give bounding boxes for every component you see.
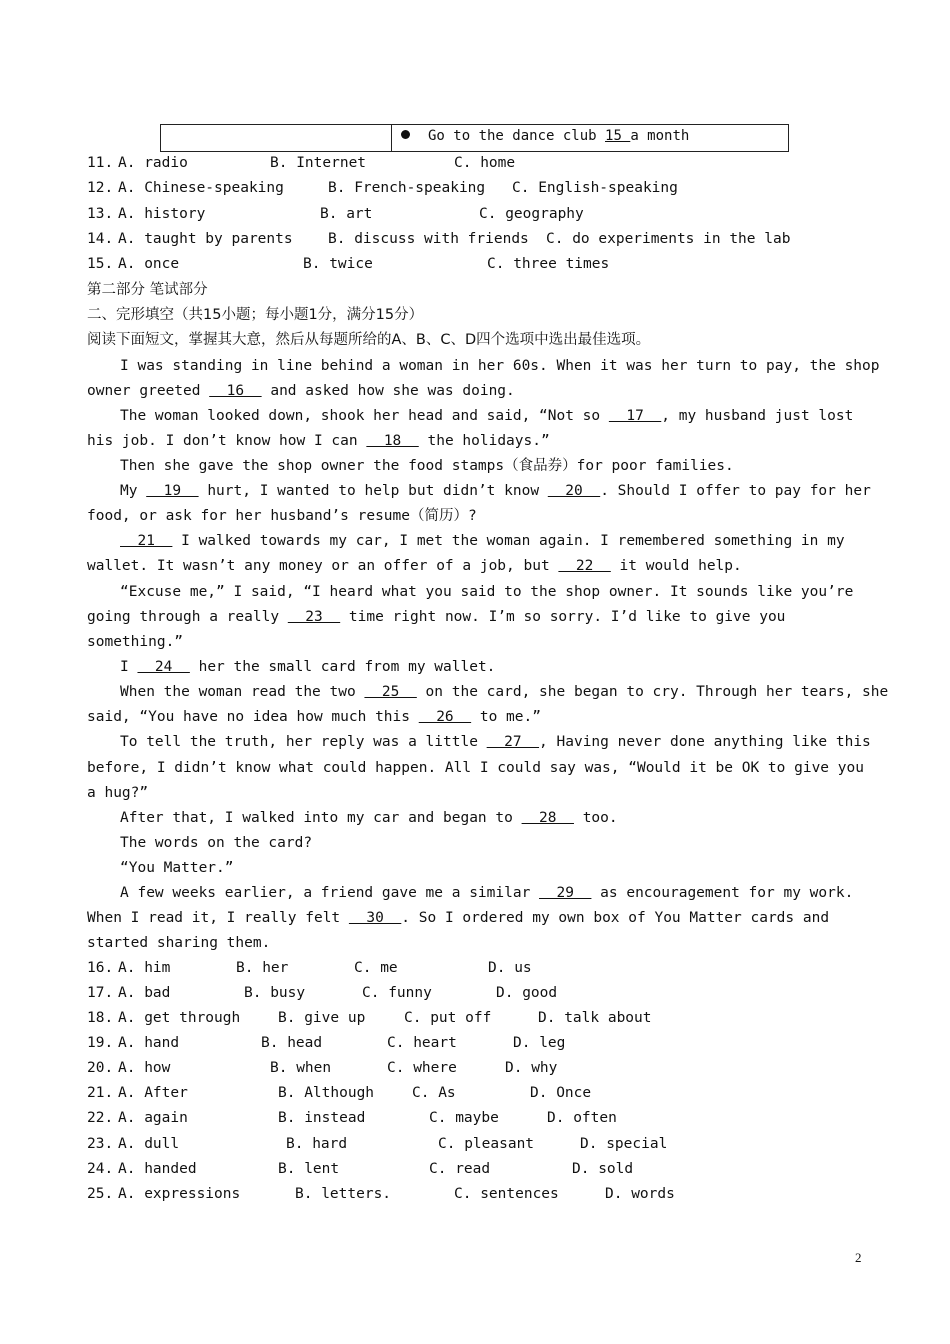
option-c: C. pleasant <box>438 1136 535 1152</box>
question-number: 21. <box>87 1085 114 1101</box>
option-c: C. English-speaking <box>512 180 678 196</box>
option-d: D. us <box>488 960 532 976</box>
option-b: B. twice <box>303 256 373 272</box>
answer-blank: 29 <box>539 885 592 901</box>
question-number: 24. <box>87 1161 114 1177</box>
option-c: C. home <box>454 155 516 171</box>
option-c: C. put off <box>404 1010 492 1026</box>
option-d: D. leg <box>513 1035 566 1051</box>
option-c: C. read <box>429 1161 491 1177</box>
option-c: C. funny <box>362 985 432 1001</box>
answer-blank: 18 <box>366 433 419 449</box>
answer-blank: 20 <box>547 483 601 499</box>
passage-line: When the woman read the two 25 on the card, she began to cry. Through her tears, she <box>120 684 889 700</box>
option-a: A. After <box>118 1085 188 1101</box>
option-b: B. art <box>320 206 373 222</box>
cloze-instruction: 阅读下面短文，掌握其大意，然后从每题所给的A、B、C、D四个选项中选出最佳选项。 <box>87 332 651 348</box>
question-number: 15. <box>87 256 114 272</box>
answer-blank: 19 <box>146 483 199 499</box>
option-b: B. Although <box>278 1085 375 1101</box>
bullet-icon <box>401 130 410 139</box>
table-cell: Go to the dance club 15 a month <box>401 128 689 144</box>
answer-blank: 17 <box>608 408 662 424</box>
passage-line: wallet. It wasn’t any money or an offer of a job, but 22 it would help. <box>87 558 742 574</box>
option-c: C. sentences <box>454 1186 559 1202</box>
option-c: C. heart <box>387 1035 457 1051</box>
option-c: C. maybe <box>429 1110 499 1126</box>
answer-blank: 16 <box>209 383 262 399</box>
question-number: 14. <box>87 231 114 247</box>
passage-line: “You Matter.” <box>120 860 234 876</box>
option-a: A. hand <box>118 1035 180 1051</box>
passage-line: I was standing in line behind a woman in her 60s. When it was her turn to pay, the shop <box>120 358 880 374</box>
option-b: B. give up <box>278 1010 366 1026</box>
passage-line: food, or ask for her husband’s resume（简历）? <box>87 508 477 524</box>
passage-line: said, “You have no idea how much this 26 to me.” <box>87 709 541 725</box>
passage-line: I 24 her the small card from my wallet. <box>120 659 496 675</box>
answer-blank: 25 <box>364 684 417 700</box>
option-b: B. discuss with friends <box>328 231 529 247</box>
passage-line: his job. I don’t know how I can 18 the holidays.” <box>87 433 550 449</box>
passage-line: started sharing them. <box>87 935 271 951</box>
option-a: A. history <box>118 206 206 222</box>
passage-line: a hug?” <box>87 785 149 801</box>
passage-line: going through a really 23 time right now. I’m so sorry. I’d like to give you <box>87 609 786 625</box>
passage-line: 21 I walked towards my car, I met the woman again. I remembered something in my <box>120 533 845 549</box>
question-number: 12. <box>87 180 114 196</box>
option-a: A. him <box>118 960 171 976</box>
option-c: C. do experiments in the lab <box>546 231 791 247</box>
answer-blank: 15 <box>605 128 631 144</box>
passage-line: To tell the truth, her reply was a little 27 , Having never done anything like this <box>120 734 871 750</box>
option-b: B. Internet <box>270 155 367 171</box>
passage-line: The woman looked down, shook her head and said, “Not so 17 , my husband just lost <box>120 408 854 424</box>
passage-line: After that, I walked into my car and began to 28 too. <box>120 810 618 826</box>
option-a: A. Chinese-speaking <box>118 180 284 196</box>
answer-blank: 24 <box>137 659 190 675</box>
answer-blank: 27 <box>486 734 540 750</box>
passage-line: before, I didn’t know what could happen. All I could say was, “Would it be OK to give you <box>87 760 864 776</box>
passage-line: The words on the card? <box>120 835 313 851</box>
option-a: A. again <box>118 1110 188 1126</box>
option-a: A. radio <box>118 155 188 171</box>
option-c: C. As <box>412 1085 456 1101</box>
question-number: 23. <box>87 1136 114 1152</box>
passage-line: “Excuse me,” I said, “I heard what you said to the shop owner. It sounds like you’re <box>120 584 854 600</box>
option-b: B. hard <box>286 1136 348 1152</box>
option-d: D. good <box>496 985 558 1001</box>
option-a: A. once <box>118 256 180 272</box>
option-c: C. where <box>387 1060 457 1076</box>
option-a: A. how <box>118 1060 171 1076</box>
option-d: D. why <box>505 1060 558 1076</box>
option-d: D. Once <box>530 1085 592 1101</box>
option-b: B. French-speaking <box>328 180 486 196</box>
option-d: D. talk about <box>538 1010 652 1026</box>
question-number: 20. <box>87 1060 114 1076</box>
passage-line: My 19 hurt, I wanted to help but didn’t know 20 . Should I offer to pay for her <box>120 483 871 499</box>
question-number: 16. <box>87 960 114 976</box>
answer-blank: 22 <box>558 558 611 574</box>
option-b: B. when <box>270 1060 332 1076</box>
option-b: B. lent <box>278 1161 340 1177</box>
option-a: A. get through <box>118 1010 241 1026</box>
passage-line: When I read it, I really felt 30 . So I ordered my own box of You Matter cards and <box>87 910 830 926</box>
section-title: 第二部分 笔试部分 <box>87 282 208 298</box>
passage-line: something.” <box>87 634 184 650</box>
page-number: 2 <box>855 1250 862 1265</box>
option-b: B. busy <box>244 985 306 1001</box>
passage-line: A few weeks earlier, a friend gave me a similar 29 as encouragement for my work. <box>120 885 854 901</box>
question-number: 22. <box>87 1110 114 1126</box>
question-number: 18. <box>87 1010 114 1026</box>
option-a: A. expressions <box>118 1186 241 1202</box>
passage-line: owner greeted 16 and asked how she was doing. <box>87 383 515 399</box>
option-c: C. geography <box>479 206 584 222</box>
table-divider <box>391 125 392 151</box>
passage-line: Then she gave the shop owner the food stamps（食品券）for poor families. <box>120 458 734 474</box>
option-a: A. taught by parents <box>118 231 293 247</box>
answer-blank: 21 <box>120 533 173 549</box>
option-d: D. sold <box>572 1161 634 1177</box>
question-number: 19. <box>87 1035 114 1051</box>
option-a: A. handed <box>118 1161 197 1177</box>
question-number: 25. <box>87 1186 114 1202</box>
answer-blank: 28 <box>521 810 574 826</box>
option-d: D. special <box>580 1136 668 1152</box>
option-b: B. her <box>236 960 289 976</box>
cloze-title: 二、完形填空（共15小题；每小题1分，满分15分） <box>87 307 424 323</box>
option-b: B. letters. <box>295 1186 392 1202</box>
answer-blank: 26 <box>418 709 472 725</box>
question-number: 17. <box>87 985 114 1001</box>
question-number: 13. <box>87 206 114 222</box>
option-c: C. three times <box>487 256 610 272</box>
option-d: D. often <box>547 1110 617 1126</box>
answer-blank: 30 <box>348 910 402 926</box>
option-d: D. words <box>605 1186 675 1202</box>
option-a: A. dull <box>118 1136 180 1152</box>
option-b: B. instead <box>278 1110 366 1126</box>
option-a: A. bad <box>118 985 171 1001</box>
option-b: B. head <box>261 1035 323 1051</box>
answer-blank: 23 <box>287 609 341 625</box>
question-number: 11. <box>87 155 114 171</box>
activity-table-row <box>160 124 789 152</box>
option-c: C. me <box>354 960 398 976</box>
